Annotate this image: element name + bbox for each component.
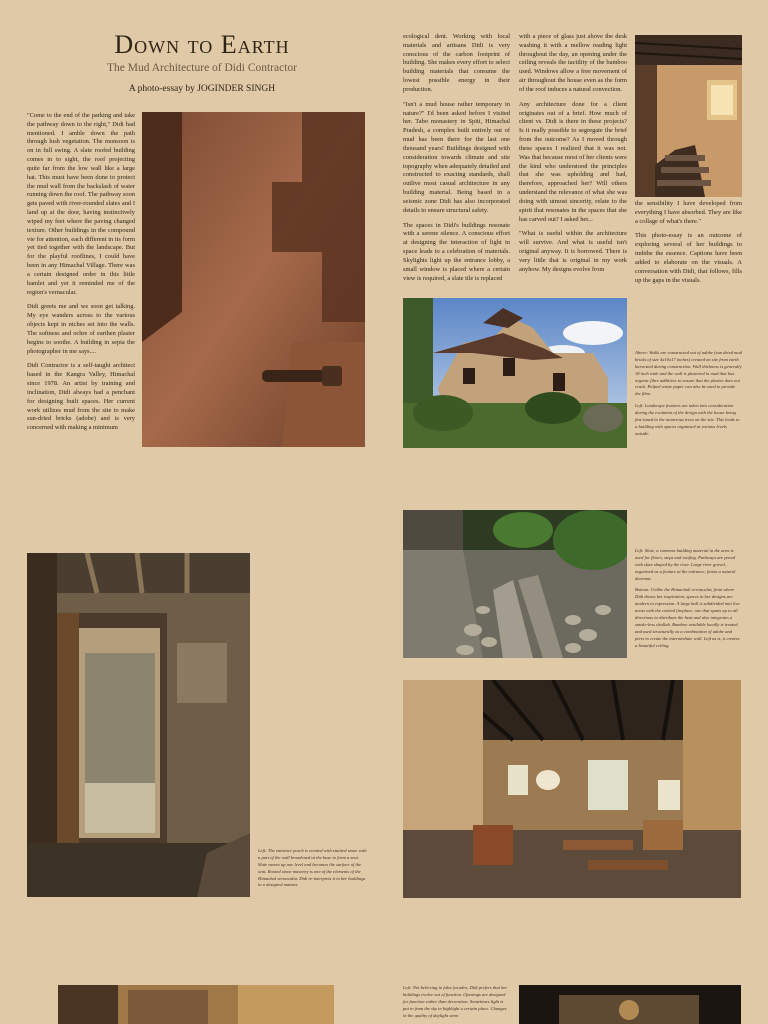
article-subtitle: The Mud Architecture of Didi Contractor — [106, 62, 297, 74]
caption-bottom — [403, 985, 510, 1024]
paragraph: Didi Contractor is a self-taught architect based in the Kangra Valley, Himachal since 1978. An artist by training and inclination, Didi always had a penchant for designing built spaces. Her current work utilizes mud from the site to make sun-dried bricks (adobe) and is very concerned with making a minimum — [27, 362, 135, 432]
caption-text: Left: Slate, a common building material in the area is used for floors, steps and roofing. Pathways are paved with slate shaped by the river. Large river gravel, organised as a feature at the entrance, forms a natural doormat. — [635, 548, 736, 581]
entrance-doorway-photo — [27, 553, 250, 897]
interior-stairway-photo — [635, 35, 742, 197]
paragraph: The spaces in Didi's buildings resonate with a serene silence. A conscious effort at designing the interaction of light in space leads to a celebration of materials. Skylights light up the entrance lobby, a small window is placed where a certain view is required, a slate tile is replaced — [403, 221, 510, 282]
article-title: Down to Earth — [114, 30, 290, 59]
paragraph: "Come to the end of the parking and take the pathway down to the right," Didi had mentioned. I amble down the path through lush vegetation. The monsoon is on in full swing. A slate roofed building comes in to sight, the roof projecting quite far from the low wall like a large hat. This must have been done to protect the mud wall from the backslash of water running down the roof. The pathway soon gets paved with river-rounded slates and I land up at the door, having instinctively wiped my feet where the paving changed texture. Other buildings in the compound vie for attention, each different in its form yet tied together with the landscape. But for the playful rooflines, I could have been in any Himachal Village. There was a certain designed order in this little hamlet and yet it reminded me of the region's vernacular. — [27, 112, 135, 296]
bottom-left-photo — [58, 985, 334, 1024]
interior-hall-photo — [403, 680, 741, 898]
paragraph: This photo-essay is an outcome of exploring several of her buildings to imbibe the essence. Captions have been added to elaborate on the visuals. A conversation with Didi, that follows, fills up the gaps in the visuals. — [635, 232, 742, 284]
paragraph: with a piece of glass just above the desk washing it with a mellow reading light throughout the day, an opening under the ceiling reveals the tactility of the bamboo used. Windows allow a free movement of air throughout the house even as the form of the roof induces a natural convection. — [519, 33, 627, 93]
caption-text: Bottom: Unlike the Himachali vernacular, from where Didi draws her inspiration, spaces in her designs are modern in expression. A large hall is subdivided into live areas with the central fireplace, one that spans up to all directions to distribute the heat and also integrates a smoke-less chullah. Bamboo available locally is treated and used structurally as a combination of adobe and piers to create the intermediate wall. Left as is, it creates a beautiful ceiling. — [635, 587, 740, 648]
caption-text: Left: Landscape features are taken into consideration during the evolution of the design with the house being fine tuned to the numerous trees on the site. This leads to a building with spaces organised at various levels outside. — [635, 403, 740, 436]
byline: A photo-essay by JOGINDER SINGH — [128, 84, 276, 94]
paragraph: "What is useful within the architecture will survive. And what is useful isn't original anyway. It is borrowed. There is very little that is original in my work anyhow. My designs evolve from — [519, 230, 627, 273]
paragraph: ecological dent. Working with local materials and artisans Didi is very conscious of the carbon footprint of building. She makes every effort to select building materials that consume the lowest possible energy in their production. — [403, 33, 510, 93]
paragraph: Any architecture done for a client originates out of a brief. How much of client vs. Didi is there in these projects? Is it really possible to segregate the brief from the outcome? As I moved through these spaces I realized that it was not. Was that because most of her clients were the kind who understood the principles that she was upholding and had, therefore, approached her? Will others understand the relevance of what she was doing with utmost sincerity, relate to the spirit that resonates in the spaces that she has carved out? I asked her... — [519, 100, 627, 223]
mud-wall-stairs-photo — [142, 112, 365, 447]
body-column-3 — [519, 33, 627, 281]
body-column-2 — [403, 33, 510, 289]
caption-house — [635, 350, 742, 443]
paragraph: the sensibility I have developed from everything I have absorbed. They are like a collage of what's there." — [635, 200, 742, 225]
body-column-1 — [27, 112, 135, 439]
house-exterior-photo — [403, 298, 627, 448]
caption-text: Above: Walls are constructed out of adobe (sun dried mud bricks of size 4x10x17 inches) created on site from earth harvested during construction. Wall thickness is generally 18 inch wide and the wall is plastered in mud that has organic fibre additives to ensure that the plaster does not crack. Pulped waste paper can also be used to provide the fibre. — [635, 350, 742, 397]
paragraph: "Isn't a mud house rather temporary in nature?" I'd been asked before I visited her. Tabo monastery in Spiti, Himachal Pradesh, a complex built entirely out of mud has been there for the last one thousand years! Buildings designed with consideration towards climate and site topography when adequately detailed and constructed to exacting standards, shall outlive most casual architecture in any building material. Being based in a seismic zone Didi has also incorporated details to ensure structural safety. — [403, 100, 510, 214]
caption-path — [635, 548, 742, 654]
stone-pathway-photo — [403, 510, 627, 658]
body-column-4 — [635, 200, 742, 291]
paragraph: Didi greets me and we soon get talking. My eye wanders across to the various objects kept in niches set into the walls. The softness and ochre of earthen plaster begins to soothe. A building in sepia the photographer in me says.... — [27, 303, 135, 355]
caption-text: Left: The entrance porch is created with stacked stone with a part of the wall broadened at the base to form a seat. Slate moves up one level and becomes the surface of the seat. Rooted stone masonry is one of the elements of the Himachal vernacular. Didi re-interprets it in her buildings in a designed manner. — [258, 848, 367, 888]
caption-door — [258, 848, 368, 894]
caption-text: Left: Not believing in false facades, Didi prefers that her buildings evolve out of function. Openings are designed for function rather than decoration. Sometimes light is put in from the sky to highlight a certain place. Changes in the quality of daylight seem — [403, 985, 508, 1018]
bottom-right-photo — [519, 985, 741, 1024]
